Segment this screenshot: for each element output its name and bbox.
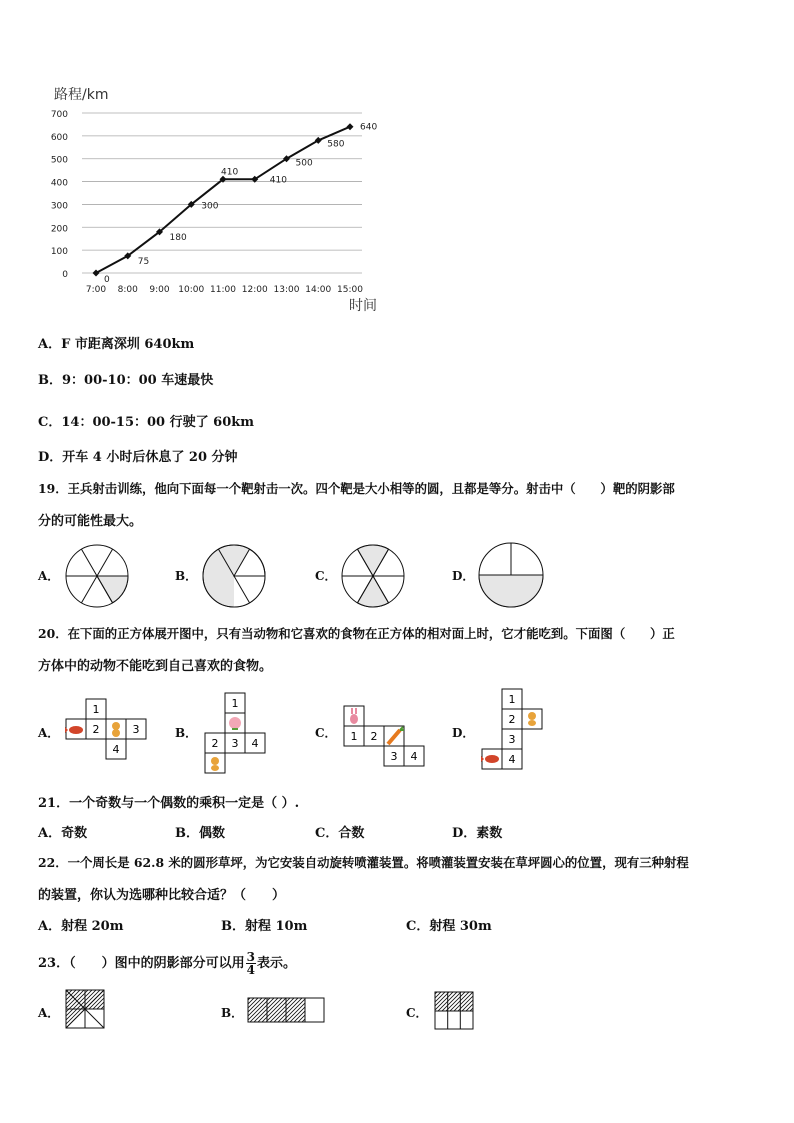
q23-figure-a	[65, 989, 107, 1031]
data-label: 300	[201, 201, 219, 212]
y-axis-label: 路程/km	[54, 87, 109, 103]
q18-option-b: B．9：00-10：00 车速最快	[38, 373, 214, 388]
peach-icon	[229, 717, 241, 729]
q20-label-b: B．	[175, 726, 198, 740]
x-tick-label: 8:00	[117, 285, 138, 295]
q20-label-a: A．	[38, 726, 60, 740]
q21-stem: 21．一个奇数与一个偶数的乘积一定是（ ）.	[38, 796, 300, 811]
y-tick-label: 500	[50, 155, 68, 166]
svg-text:1: 1	[508, 693, 516, 706]
svg-text:3: 3	[508, 733, 516, 746]
q20-stem-line2: 方体中的动物不能吃到自己喜欢的食物。	[38, 659, 273, 674]
y-tick-label: 100	[50, 247, 68, 258]
svg-text:2: 2	[92, 723, 100, 736]
cat-icon	[112, 722, 120, 730]
q20-label-c: C．	[315, 726, 337, 740]
svg-text:3: 3	[231, 737, 239, 750]
svg-text:1: 1	[92, 703, 100, 716]
q18-option-c: C．14：00-15：00 行驶了 60km	[38, 415, 255, 430]
cat-icon	[528, 712, 536, 720]
q22-option-b: B．射程 10m	[221, 919, 308, 934]
q19-label-d: D．	[452, 569, 475, 583]
data-label: 180	[169, 232, 187, 243]
fraction-three-quarters: $\frac{3}{4}$	[246, 950, 255, 977]
q23-label-a: A．	[38, 1006, 60, 1020]
x-tick-label: 12:00	[241, 285, 268, 295]
y-tick-label: 0	[62, 270, 68, 280]
y-tick-label: 400	[50, 178, 68, 189]
y-tick-label: 700	[50, 110, 68, 120]
q20-label-d: D．	[452, 726, 475, 740]
chart-grid	[82, 113, 362, 273]
q23-label-c: C．	[406, 1006, 428, 1020]
x-tick-labels	[86, 285, 363, 295]
x-tick-label: 15:00	[337, 285, 363, 295]
svg-text:3: 3	[132, 723, 140, 736]
target-a	[64, 543, 130, 609]
data-label: 410	[221, 167, 239, 178]
y-tick-label: 300	[50, 201, 68, 212]
q19-label-b: B．	[175, 569, 198, 583]
y-tick-labels	[51, 110, 68, 280]
q23-label-b: B．	[221, 1006, 244, 1020]
cube-net-d	[478, 687, 548, 773]
cube-net-c	[340, 704, 432, 772]
cube-net-a	[64, 697, 154, 763]
cat-icon	[211, 757, 219, 765]
data-label: 410	[269, 175, 287, 186]
data-label: 75	[137, 256, 150, 267]
data-labels	[104, 123, 377, 285]
x-tick-label: 14:00	[305, 285, 332, 295]
x-tick-label: 7:00	[85, 285, 107, 295]
svg-text:4: 4	[508, 753, 516, 766]
data-label: 640	[360, 122, 378, 133]
q19-label-a: A．	[38, 569, 60, 583]
target-c	[340, 543, 406, 609]
svg-text:1: 1	[231, 697, 239, 710]
x-tick-label: 9:00	[149, 285, 170, 295]
x-tick-label: 13:00	[273, 285, 300, 295]
q22-stem-line2: 的装置，你认为选哪种比较合适？（ ）	[38, 888, 286, 903]
svg-text:1: 1	[350, 730, 358, 743]
fish-icon	[485, 755, 499, 763]
data-point	[347, 123, 354, 130]
q21-option-a: A．奇数	[38, 826, 88, 841]
q23-stem: 23．（ ）图中的阴影部分可以用 $\frac{3}{4}$ 表示。	[38, 950, 296, 977]
data-label: 580	[327, 139, 345, 150]
q19-label-c: C．	[315, 569, 337, 583]
cube-net-b	[201, 691, 273, 777]
q18-option-a: A．F 市距离深圳 640km	[38, 337, 195, 352]
x-tick-label: 11:00	[210, 285, 236, 295]
distance-time-chart	[40, 82, 400, 317]
svg-text:2: 2	[508, 713, 516, 726]
q22-stem-line1: 22．一个周长是 62.8 米的圆形草坪，为它安装自动旋转喷灌装置。将喷灌装置安装在草坪圆心的位置，现有三种射程	[38, 855, 689, 870]
q21-option-d: D．素数	[452, 826, 503, 841]
svg-text:2: 2	[211, 737, 219, 750]
q19-stem-line1: 19．王兵射击训练，他向下面每一个靶射击一次。四个靶是大小相等的圆，且都是等分。射击中（ ）靶的阴影部	[38, 481, 675, 496]
x-tick-label: 10:00	[178, 285, 205, 295]
q18-option-d: D．开车 4 小时后休息了 20 分钟	[38, 450, 238, 465]
y-tick-label: 200	[50, 224, 68, 235]
svg-text:4: 4	[112, 743, 120, 756]
q20-stem-line1: 20．在下面的正方体展开图中，只有当动物和它喜欢的食物在正方体的相对面上时，它才能吃到。下面图（ ）正	[38, 626, 675, 641]
x-axis-label: 时间	[349, 298, 377, 314]
q21-option-b: B．偶数	[175, 826, 225, 841]
q21-option-c: C．合数	[315, 826, 365, 841]
rabbit-icon	[350, 714, 358, 724]
q23-figure-b	[247, 997, 327, 1024]
series-line	[96, 127, 350, 273]
data-label: 0	[104, 275, 110, 285]
svg-text:3: 3	[390, 750, 398, 763]
q22-option-c: C．射程 30m	[406, 919, 492, 934]
target-b	[201, 543, 267, 609]
svg-text:4: 4	[410, 750, 418, 763]
svg-text:4: 4	[251, 737, 259, 750]
data-label: 500	[295, 158, 313, 169]
q19-stem-line2: 分的可能性最大。	[38, 514, 143, 529]
q23-figure-c	[434, 991, 476, 1031]
svg-text:2: 2	[370, 730, 378, 743]
y-tick-label: 600	[50, 132, 68, 143]
target-d	[477, 541, 545, 609]
fish-icon	[69, 726, 83, 734]
q22-option-a: A．射程 20m	[38, 919, 124, 934]
